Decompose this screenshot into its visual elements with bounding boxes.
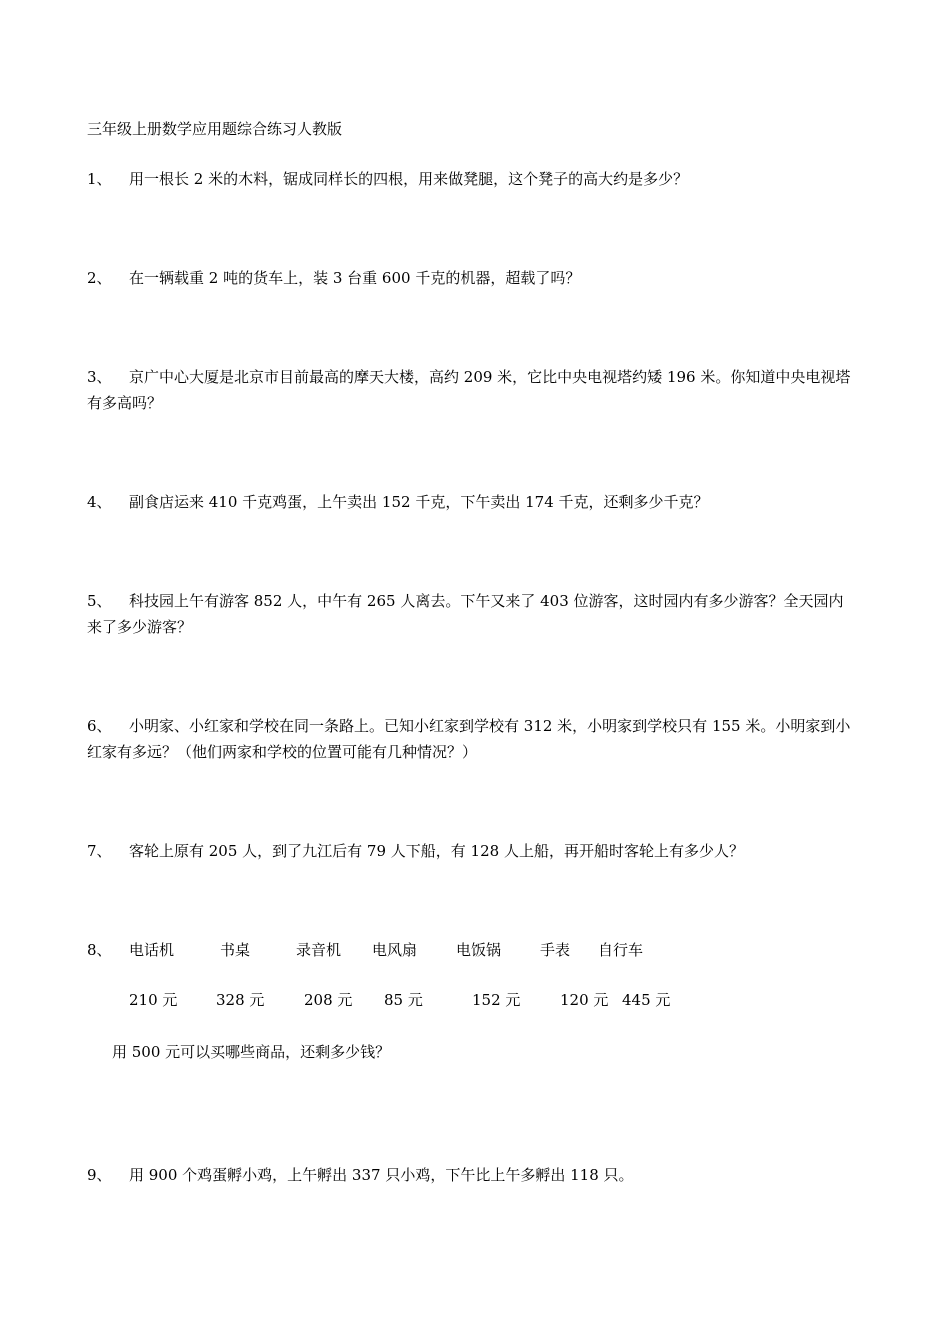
question-text: 京广中心大厦是北京市目前最高的摩天大楼，高约 209 米，它比中央电视塔约矮 196 米。你知道中央电视塔有多高吗？ [87, 368, 851, 412]
goods-price: 85 元 [384, 991, 423, 1009]
goods-name: 自行车 [598, 941, 644, 959]
question-7 [87, 838, 857, 864]
question-text: 用 900 个鸡蛋孵小鸡，上午孵出 337 只小鸡，下午比上午多孵出 118 只。 [129, 1166, 634, 1184]
question-text: 在一辆载重 2 吨的货车上，装 3 台重 600 千克的机器，超载了吗？ [129, 269, 581, 287]
goods-name: 书桌 [220, 941, 251, 959]
goods-name-row [87, 937, 787, 963]
goods-name: 电饭锅 [456, 941, 502, 959]
question-number: 9、 [87, 1166, 112, 1184]
question-number: 5、 [87, 592, 112, 610]
question-number: 6、 [87, 717, 112, 735]
goods-price-row [87, 987, 787, 1013]
question-number: 2、 [87, 269, 112, 287]
question-9 [87, 1162, 857, 1188]
goods-name: 录音机 [296, 941, 342, 959]
question-4 [87, 489, 857, 515]
question-1 [87, 166, 857, 192]
question-8-ask: 用 500 元可以买哪些商品，还剩多少钱？ [112, 1043, 391, 1061]
goods-price: 208 元 [304, 991, 353, 1009]
goods-price: 120 元 [560, 991, 609, 1009]
question-number: 8、 [87, 941, 112, 959]
question-text: 客轮上原有 205 人，到了九江后有 79 人下船，有 128 人上船，再开船时客轮上有多少人？ [129, 842, 744, 860]
goods-price: 210 元 [129, 991, 178, 1009]
goods-name: 电话机 [129, 941, 175, 959]
question-5 [87, 588, 857, 640]
goods-price: 445 元 [622, 991, 671, 1009]
question-number: 3、 [87, 368, 112, 386]
question-3 [87, 364, 857, 416]
question-text: 科技园上午有游客 852 人，中午有 265 人离去。下午又来了 403 位游客，这时园内有多少游客？全天园内来了多少游客？ [87, 592, 844, 636]
question-text: 副食店运来 410 千克鸡蛋，上午卖出 152 千克，下午卖出 174 千克，还剩多少千克？ [129, 493, 709, 511]
document-title: 三年级上册数学应用题综合练习人教版 [87, 120, 343, 138]
question-number: 4、 [87, 493, 112, 511]
question-number: 1、 [87, 170, 112, 188]
question-text: 小明家、小红家和学校在同一条路上。已知小红家到学校有 312 米，小明家到学校只有 155 米。小明家到小红家有多远？（他们两家和学校的位置可能有几种情况？） [87, 717, 851, 761]
question-6 [87, 713, 857, 765]
question-2 [87, 265, 857, 291]
question-number: 7、 [87, 842, 112, 860]
question-text: 用一根长 2 米的木料，锯成同样长的四根，用来做凳腿，这个凳子的高大约是多少？ [129, 170, 689, 188]
goods-price: 328 元 [216, 991, 265, 1009]
goods-name: 电风扇 [372, 941, 418, 959]
goods-price: 152 元 [472, 991, 521, 1009]
goods-name: 手表 [540, 941, 571, 959]
